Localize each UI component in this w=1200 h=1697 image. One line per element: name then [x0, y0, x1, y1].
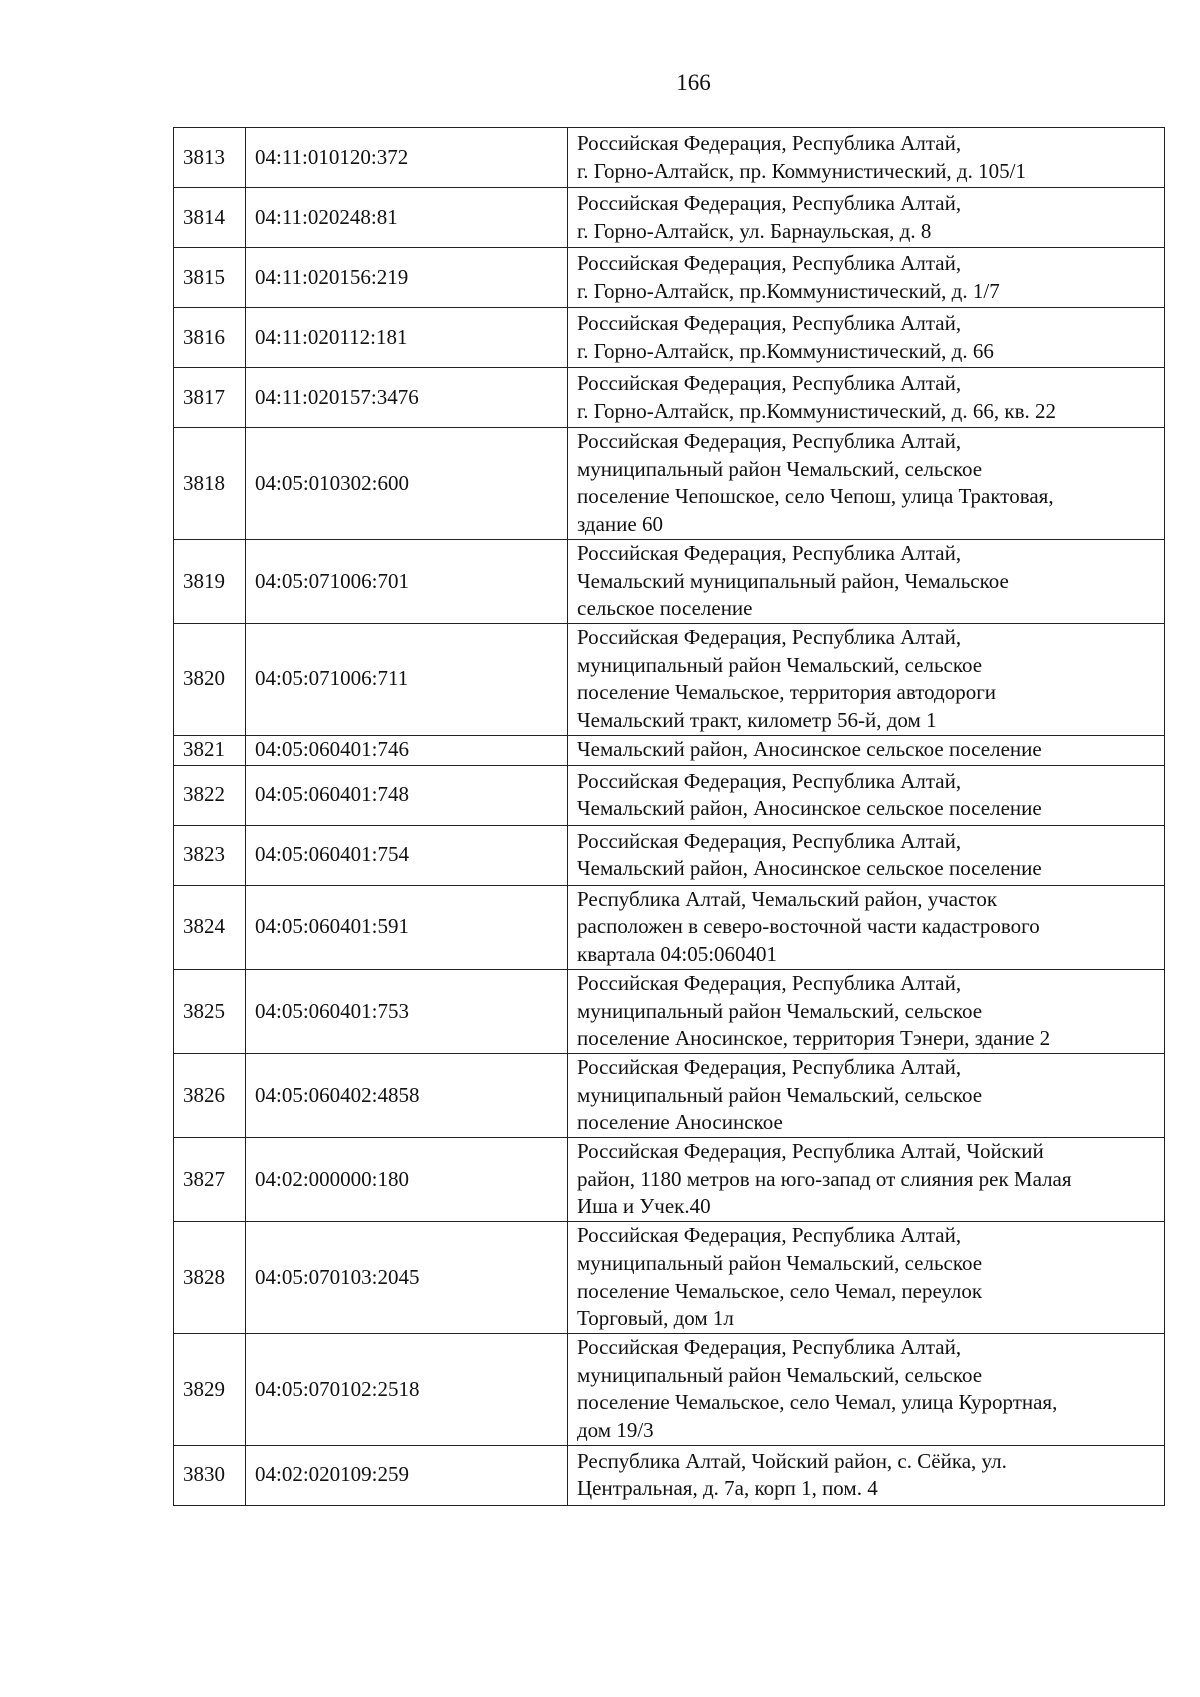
address-line: Российская Федерация, Республика Алтай,	[577, 310, 962, 335]
page-number: 166	[676, 70, 711, 95]
address-cell	[568, 735, 1165, 765]
row-number: 3821	[174, 735, 246, 765]
address-cell	[568, 1053, 1165, 1137]
table-row	[174, 539, 1165, 623]
address-line: поселение Чемальское, территория автодороги	[577, 680, 997, 705]
table-row	[174, 969, 1165, 1053]
cadastral-number: 04:05:070102:2518	[246, 1333, 568, 1445]
cadastral-number: 04:02:000000:180	[246, 1138, 568, 1222]
address-cell	[568, 428, 1165, 540]
table-row	[174, 128, 1165, 188]
address-line: Российская Федерация, Республика Алтай,	[577, 190, 962, 215]
address-line: муниципальный район Чемальский, сельское	[577, 998, 983, 1023]
table-row	[174, 825, 1165, 885]
cadastral-number: 04:05:060402:4858	[246, 1053, 568, 1137]
cadastral-number: 04:11:020156:219	[246, 248, 568, 308]
address-cell	[568, 539, 1165, 623]
address-line: Российская Федерация, Республика Алтай,	[577, 540, 962, 565]
address-cell	[568, 765, 1165, 825]
cadastral-number: 04:11:020157:3476	[246, 368, 568, 428]
address-cell	[568, 1138, 1165, 1222]
row-number: 3826	[174, 1053, 246, 1137]
address-line: квартала 04:05:060401	[577, 942, 778, 967]
address-line: г. Горно-Алтайск, ул. Барнаульская, д. 8	[577, 218, 932, 243]
row-number: 3814	[174, 188, 246, 248]
address-cell	[568, 885, 1165, 969]
cadastral-number: 04:11:020248:81	[246, 188, 568, 248]
cadastral-number: 04:11:020112:181	[246, 308, 568, 368]
address-line: г. Горно-Алтайск, пр.Коммунистический, д. 1/7	[577, 278, 1000, 303]
row-number: 3822	[174, 765, 246, 825]
address-cell	[568, 623, 1165, 735]
row-number: 3830	[174, 1445, 246, 1505]
address-line: Чемальский район, Аносинское сельское поселение	[577, 737, 1042, 762]
table-row	[174, 735, 1165, 765]
row-number: 3813	[174, 128, 246, 188]
address-line: Республика Алтай, Чойский район, с. Сёйка, ул.	[577, 1448, 1007, 1473]
address-line: поселение Чемальское, село Чемал, улица Курортная,	[577, 1390, 1058, 1415]
row-number: 3827	[174, 1138, 246, 1222]
table-row	[174, 1138, 1165, 1222]
address-line: Российская Федерация, Республика Алтай,	[577, 1334, 962, 1359]
address-line: Иша и Учек.40	[577, 1194, 711, 1219]
address-line: Чемальский район, Аносинское сельское поселение	[577, 796, 1042, 821]
cadastral-number: 04:05:060401:591	[246, 885, 568, 969]
cadastral-number: 04:05:060401:746	[246, 735, 568, 765]
address-cell	[568, 825, 1165, 885]
row-number: 3815	[174, 248, 246, 308]
address-line: муниципальный район Чемальский, сельское	[577, 1082, 983, 1107]
table-row	[174, 1445, 1165, 1505]
address-line: здание 60	[577, 512, 663, 537]
table-row	[174, 623, 1165, 735]
address-cell	[568, 128, 1165, 188]
address-cell	[568, 1333, 1165, 1445]
address-line: Российская Федерация, Республика Алтай,	[577, 1054, 962, 1079]
property-registry-table	[173, 127, 1165, 1506]
table-row	[174, 188, 1165, 248]
row-number: 3817	[174, 368, 246, 428]
address-line: поселение Чемальское, село Чемал, переулок	[577, 1278, 983, 1303]
address-cell	[568, 969, 1165, 1053]
address-cell	[568, 188, 1165, 248]
address-line: Российская Федерация, Республика Алтай,	[577, 250, 962, 275]
address-line: поселение Чепошское, село Чепош, улица Трактовая,	[577, 484, 1054, 509]
table-row	[174, 308, 1165, 368]
address-line: г. Горно-Алтайск, пр.Коммунистический, д. 66, кв. 22	[577, 398, 1056, 423]
row-number: 3820	[174, 623, 246, 735]
address-line: муниципальный район Чемальский, сельское	[577, 1250, 983, 1275]
row-number: 3824	[174, 885, 246, 969]
cadastral-number: 04:05:071006:711	[246, 623, 568, 735]
address-line: поселение Аносинское, территория Тэнери, здание 2	[577, 1026, 1051, 1051]
table-row	[174, 368, 1165, 428]
address-cell	[568, 1445, 1165, 1505]
address-line: Чемальский муниципальный район, Чемальское	[577, 568, 1009, 593]
cadastral-number: 04:02:020109:259	[246, 1445, 568, 1505]
table-row	[174, 765, 1165, 825]
table-row	[174, 428, 1165, 540]
address-line: Торговый, дом 1л	[577, 1306, 734, 1331]
row-number: 3818	[174, 428, 246, 540]
address-line: Российская Федерация, Республика Алтай,	[577, 828, 962, 853]
table-row	[174, 1053, 1165, 1137]
address-line: муниципальный район Чемальский, сельское	[577, 456, 983, 481]
address-line: район, 1180 метров на юго-запад от слияния рек Малая	[577, 1166, 1072, 1191]
address-line: Российская Федерация, Республика Алтай,	[577, 130, 962, 155]
row-number: 3828	[174, 1222, 246, 1334]
cadastral-number: 04:05:070103:2045	[246, 1222, 568, 1334]
address-cell	[568, 1222, 1165, 1334]
address-line: дом 19/3	[577, 1418, 654, 1443]
address-line: Российская Федерация, Республика Алтай,	[577, 429, 962, 453]
row-number: 3823	[174, 825, 246, 885]
address-line: Чемальский район, Аносинское сельское поселение	[577, 856, 1042, 881]
cadastral-number: 04:05:071006:701	[246, 539, 568, 623]
cadastral-number: 04:05:010302:600	[246, 428, 568, 540]
cadastral-number: 04:11:010120:372	[246, 128, 568, 188]
address-cell	[568, 368, 1165, 428]
cadastral-number: 04:05:060401:748	[246, 765, 568, 825]
address-line: Республика Алтай, Чемальский район, участок	[577, 886, 998, 911]
address-line: сельское поселение	[577, 596, 753, 621]
address-line: муниципальный район Чемальский, сельское	[577, 652, 983, 677]
row-number: 3816	[174, 308, 246, 368]
table-body	[174, 128, 1165, 1506]
table-row	[174, 1333, 1165, 1445]
address-line: Российская Федерация, Республика Алтай,	[577, 370, 962, 395]
address-line: Российская Федерация, Республика Алтай,	[577, 768, 962, 793]
row-number: 3829	[174, 1333, 246, 1445]
cadastral-number: 04:05:060401:754	[246, 825, 568, 885]
table-row	[174, 248, 1165, 308]
table-row	[174, 1222, 1165, 1334]
address-line: расположен в северо-восточной части кадастрового	[577, 914, 1040, 939]
cadastral-number: 04:05:060401:753	[246, 969, 568, 1053]
address-cell	[568, 248, 1165, 308]
address-line: Российская Федерация, Республика Алтай,	[577, 970, 962, 995]
table-row	[174, 885, 1165, 969]
address-line: муниципальный район Чемальский, сельское	[577, 1362, 983, 1387]
address-line: поселение Аносинское	[577, 1110, 783, 1135]
row-number: 3819	[174, 539, 246, 623]
address-line: Чемальский тракт, километр 56-й, дом 1	[577, 708, 937, 733]
address-cell	[568, 308, 1165, 368]
address-line: Центральная, д. 7а, корп 1, пом. 4	[577, 1476, 878, 1501]
address-line: Российская Федерация, Республика Алтай,	[577, 624, 962, 649]
address-line: г. Горно-Алтайск, пр. Коммунистический, д. 105/1	[577, 158, 1026, 183]
address-line: Российская Федерация, Республика Алтай,	[577, 1223, 962, 1248]
address-line: Российская Федерация, Республика Алтай, Чойский	[577, 1139, 1044, 1164]
row-number: 3825	[174, 969, 246, 1053]
address-line: г. Горно-Алтайск, пр.Коммунистический, д. 66	[577, 338, 994, 363]
